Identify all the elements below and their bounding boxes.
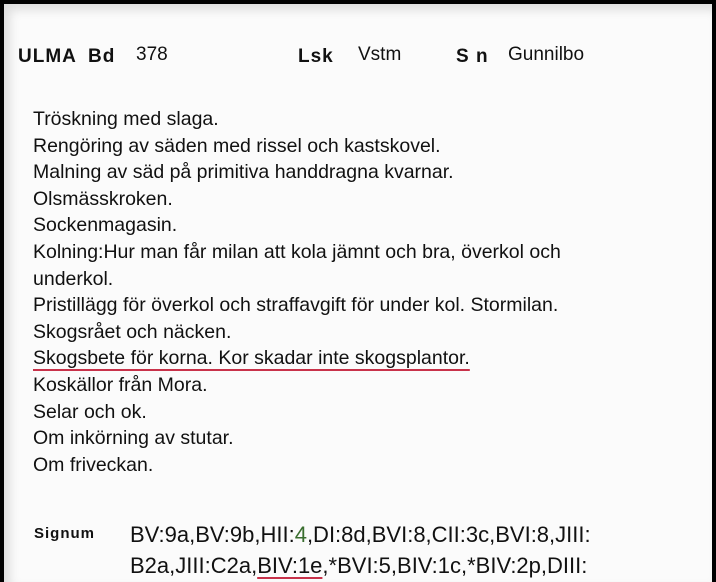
sn-label: S n	[456, 46, 489, 67]
card-header	[18, 42, 708, 72]
topic-line: Pristillägg för överkol och straffavgift för under kol. Stormilan.	[33, 294, 559, 317]
topic-line: Koskällor från Mora.	[33, 373, 208, 396]
lsk-label: Lsk	[298, 46, 334, 67]
topic-line-underlined: Skogsbete för korna. Kor skadar inte skogsplantor.	[33, 347, 470, 370]
topic-line: Kolning:Hur man får milan att kola jämnt och bra, överkol och	[33, 240, 561, 263]
bd-value: 378	[136, 44, 168, 65]
topic-line: Skogsrået och näcken.	[33, 320, 232, 343]
topic-line: Om inkörning av stutar.	[33, 427, 234, 450]
sn-value: Gunnilbo	[508, 44, 585, 65]
topic-line: underkol.	[33, 267, 114, 290]
signum-codes-part: B2a,JIII:C2a,	[130, 553, 258, 578]
signum-codes	[130, 519, 591, 581]
signum-line-1	[130, 519, 591, 550]
signum-codes-part: ,*BVI:5,BIV:1c,*BIV:2p,DIII:	[322, 553, 588, 578]
lsk-value: Vstm	[358, 44, 402, 65]
signum-codes-part: BV:9a,BV:9b,HII:	[130, 522, 295, 547]
signum-underlined-code: BIV:1e	[257, 553, 323, 578]
signum-codes-part: ,DI:8d,BVI:8,CII:3c,BVI:8,JIII:	[306, 522, 591, 547]
signum-annotated-digit: 4	[294, 522, 307, 547]
topic-line: Selar och ok.	[33, 400, 147, 423]
topic-line: Olsmässkroken.	[33, 187, 173, 210]
signum-line-2	[130, 550, 591, 581]
bd-label: Bd	[88, 46, 116, 67]
archive-card	[4, 4, 712, 582]
topic-line: Sockenmagasin.	[33, 214, 178, 237]
topic-line: Om friveckan.	[33, 453, 154, 476]
topic-line: Rengöring av säden med rissel och kastskovel.	[33, 134, 441, 157]
ulma-label: ULMA	[18, 46, 77, 67]
topic-line: Tröskning med slaga.	[33, 108, 219, 130]
topic-line: Malning av säd på primitiva handdragna kvarnar.	[33, 161, 454, 184]
signum-label: Signum	[34, 525, 95, 542]
topic-list	[33, 106, 693, 478]
